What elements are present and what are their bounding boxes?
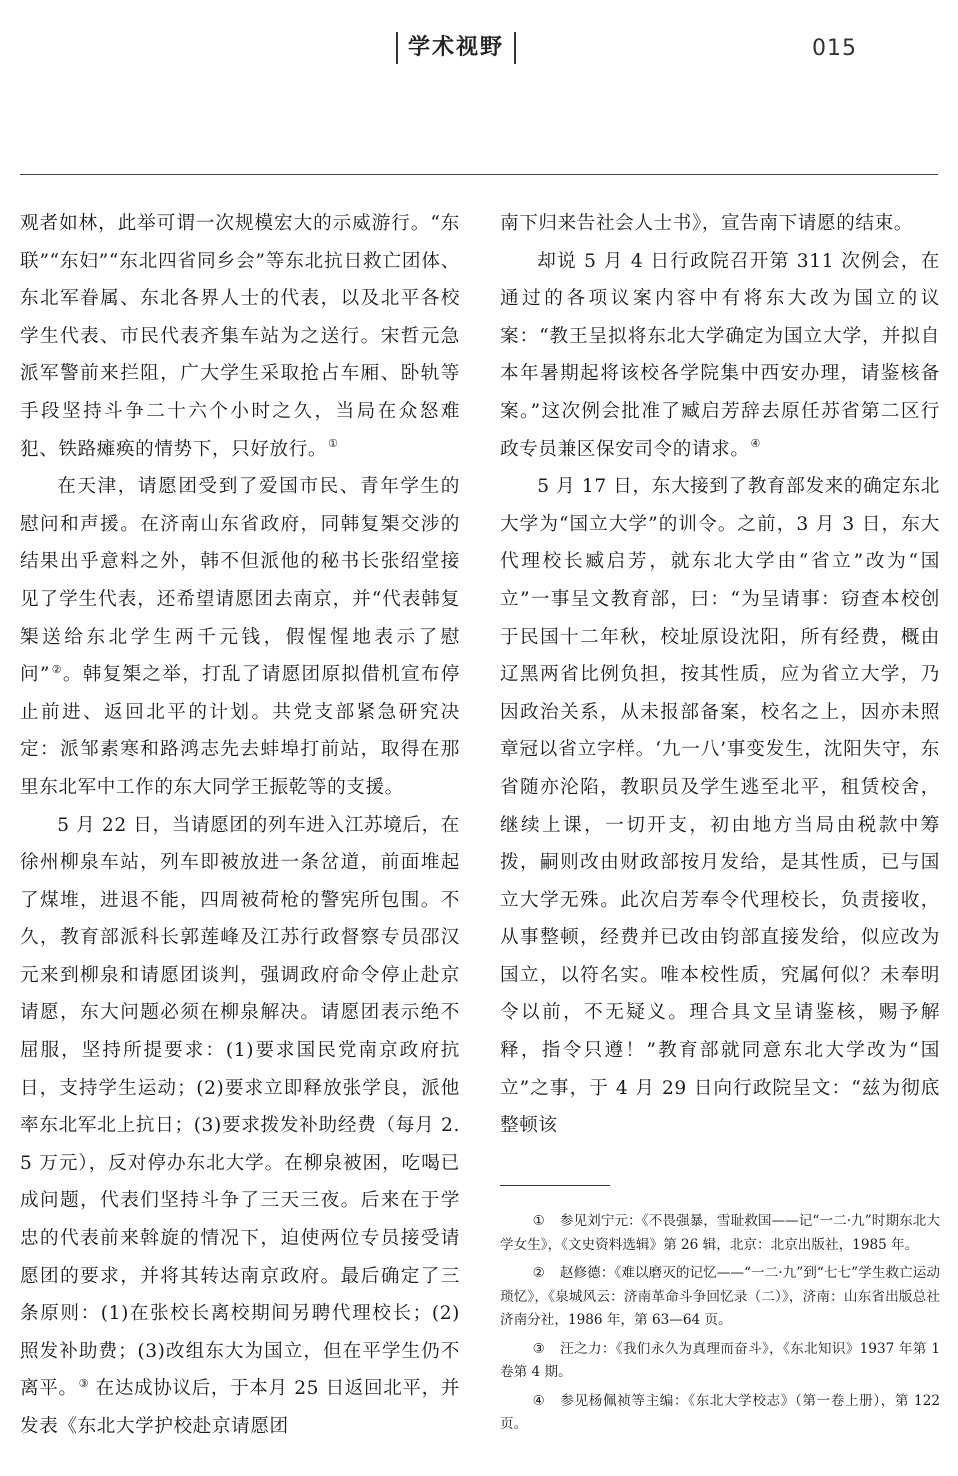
header-rule — [20, 174, 938, 175]
footnote-rule — [500, 1185, 610, 1186]
footnote-ref[interactable]: ③ — [78, 1377, 90, 1391]
paragraph — [500, 205, 940, 243]
footnote-mark: ② — [532, 1265, 545, 1281]
paragraph — [20, 205, 460, 468]
page-number: 015 — [812, 36, 857, 61]
footnotes — [500, 1210, 940, 1442]
left-column — [20, 205, 460, 1446]
footnote — [500, 1210, 940, 1257]
footnote-ref[interactable]: ① — [328, 437, 339, 451]
paragraph — [20, 807, 460, 1446]
paragraph — [20, 468, 460, 806]
paragraph — [500, 468, 940, 1145]
footnote-mark: ③ — [532, 1340, 545, 1357]
footnote — [500, 1390, 940, 1437]
section-title: 学术视野 — [396, 32, 516, 64]
footnote-text: 汪之力：《我们永久为真理而奋斗》，《东北知识》1937 年第 1 卷第 4 期。 — [500, 1340, 940, 1380]
paragraph-text: 却说 5 月 4 日行政院召开第 311 次例会，在通过的各项议案内容中有将东大改为国立的议案：“教王呈拟将东北大学确定为国立大学，并拟自本年暑期起将该校各学院集中西安办理，请鉴核备案。”这次例会批准了臧启芳辞去原任苏省第二区行政专员兼区保安司令的请求。 — [500, 250, 940, 460]
footnote-text: 参见刘宁元：《不畏强暴，雪耻救国——记“一二·九”时期东北大学女生》，《文史资料选辑》第 26 辑，北京：北京出版社，1985 年。 — [500, 1213, 940, 1253]
paragraph-text: 5 月 22 日，当请愿团的列车进入江苏境后，在徐州柳泉车站，列车即被放进一条岔道，前面堆起了煤堆，进退不能，四周被荷枪的警宪所包围。不久，教育部派科长郭莲峰及江苏行政督察专员邵汉元来到柳泉和请愿团谈判，强调政府命令停止赴京请愿，东大问题必须在柳泉解决。请愿团表示绝不屈服，坚持所提要求：(1)要求国民党南京政府抗日，支持学生运动；(2)要求立即释放张学良，派他率东北军北上抗日；(3)要求拨发补助经费（每月 2.5 万元），反对停办东北大学。在柳泉被困，吃喝已成问题，代表们坚持斗争了三天三夜。后来在于学忠的代表前来斡旋的情况下，迫使两位专员接受请愿团的要求，并将其转达南京政府。最后确定了三条原则：(1)在张校长离校期间另聘代理校长；(2)照发补助费；(3)改组东大为国立，但在平学生仍不离平。 — [20, 814, 460, 1400]
paragraph-text: 南下归来告社会人士书》，宣告南下请愿的结束。 — [500, 213, 913, 234]
footnote-ref[interactable]: ② — [51, 662, 63, 676]
footnote — [500, 1338, 940, 1385]
footnote — [500, 1262, 940, 1333]
footnote-ref[interactable]: ④ — [750, 437, 761, 451]
paragraph-text: 观者如林，此举可谓一次规模宏大的示威游行。“东联”“东妇”“东北四省同乡会”等东北抗日救亡团体、东北军眷属、东北各界人士的代表，以及北平各校学生代表、市民代表齐集车站为之送行。宋哲元急派军警前来拦阻，广大学生采取抢占车厢、卧轨等手段坚持斗争二十六个小时之久，当局在众怒难犯、铁路瘫痪的情势下，只好放行。 — [20, 213, 460, 460]
paragraph-text: 在达成协议后，于本月 25 日返回北平，并发表《东北大学护校赴京请愿团 — [20, 1378, 461, 1437]
footnote-text: 参见杨佩祯等主编：《东北大学校志》（第一卷上册），第 122 页。 — [500, 1392, 940, 1432]
paragraph-text: 在天津，请愿团受到了爱国市民、青年学生的慰问和声援。在济南山东省政府，同韩复榘交涉的结果出乎意料之外，韩不但派他的秘书长张绍堂接见了学生代表，还希望请愿团去南京，并“代表韩复榘送给东北学生两千元钱，假惺惺地表示了慰问” — [20, 476, 460, 686]
right-column — [500, 205, 940, 1145]
footnote-mark: ④ — [532, 1392, 545, 1409]
footnote-text: 赵修德：《难以磨灭的记忆——“一二·九”到“七七”学生救亡运动琐忆》，《泉城风云：济南革命斗争回忆录（二）》，济南：山东省出版总社济南分社，1986 年，第 63—64 页。 — [500, 1265, 940, 1328]
footnote-mark: ① — [532, 1213, 545, 1229]
paragraph-text: 。韩复榘之举，打乱了请愿团原拟借机宣布停止前进、返回北平的计划。共党支部紧急研究决定：派邹素寒和路鸿志先去蚌埠打前站，取得在那里东北军中工作的东大同学王振乾等的支援。 — [20, 664, 460, 798]
page-header — [0, 28, 958, 68]
paragraph — [500, 243, 940, 469]
paragraph-text: 5 月 17 日，东大接到了教育部发来的确定东北大学为“国立大学”的训令。之前，3 月 3 日，东大代理校长臧启芳，就东北大学由“省立”改为“国立”一事呈文教育部，曰：“为呈请事：窃查本校创于民国十二年秋，校址原设沈阳，所有经费，概由辽黑两省比例负担，按其性质，应为省立大学，乃因政治关系，从未报部备案，校名之上，因亦未照章冠以省立字样。‘九一八’事变发生，沈阳失守，东省随亦沦陷，教职员及学生逃至北平，租赁校舍，继续上课，一切开支，初由地方当局由税款中筹拨，嗣则改由财政部按月发给，是其性质，已与国立大学无殊。此次启芳奉令代理校长，负责接收，从事整顿，经费并已改由钧部直接发给，似应改为国立，以符名实。唯本校性质，究属何似？未奉明令以前，不无疑义。理合具文呈请鉴核，赐予解释，指令只遵！”教育部就同意东北大学改为“国立”之事，于 4 月 29 日向行政院呈文：“兹为彻底整顿该 — [500, 476, 940, 1137]
